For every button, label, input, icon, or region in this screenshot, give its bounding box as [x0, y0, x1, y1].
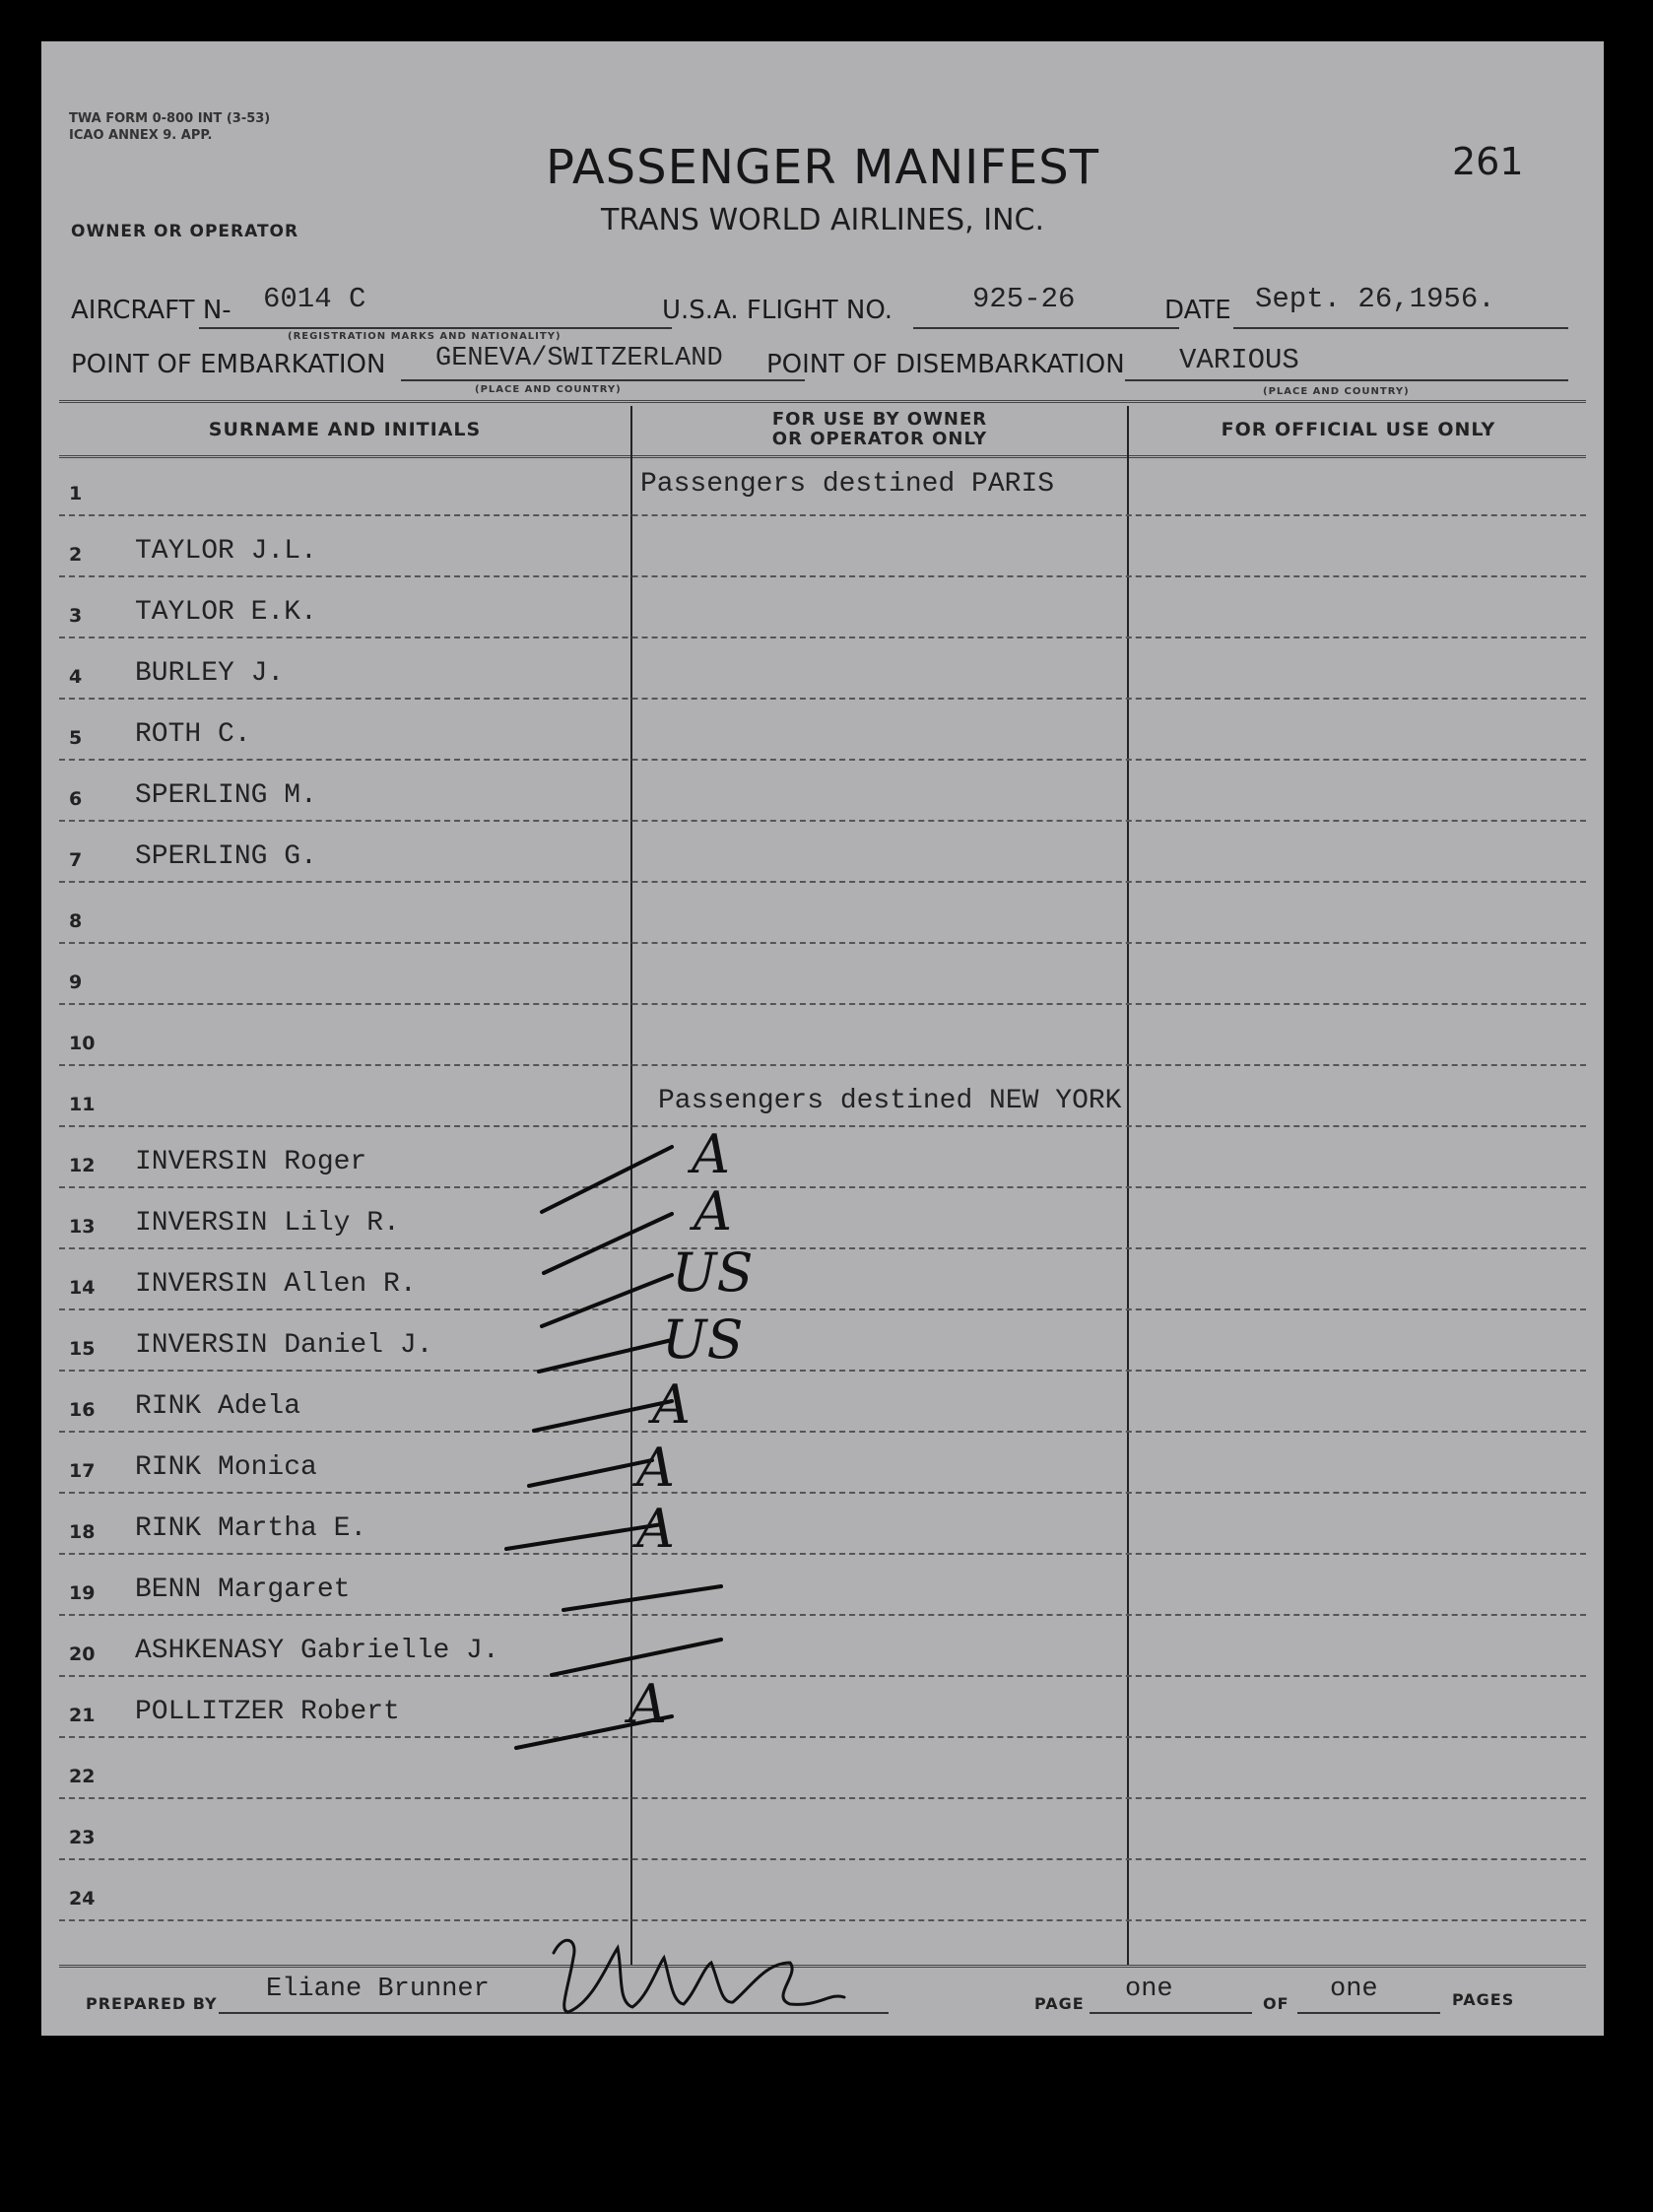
table-row	[41, 1677, 1604, 1738]
passenger-name: POLLITZER Robert	[135, 1697, 400, 1727]
table-row	[41, 1555, 1604, 1616]
passenger-name: INVERSIN Lily R.	[135, 1208, 400, 1239]
passenger-name: SPERLING G.	[135, 841, 317, 872]
new-york-group-note: Passengers destined NEW YORK	[658, 1086, 1122, 1116]
table-row	[41, 1494, 1604, 1555]
row-number: 10	[69, 1033, 96, 1054]
form-number	[69, 110, 270, 144]
row-number: 20	[69, 1643, 96, 1665]
owner-label: OWNER OR OPERATOR	[71, 222, 299, 241]
column-header-owner-line2: OR OPERATOR ONLY	[771, 429, 988, 449]
page-underline	[1090, 2012, 1252, 2014]
flight-label: U.S.A. FLIGHT NO.	[662, 296, 893, 325]
prepared-by-label: PREPARED BY	[86, 1994, 218, 2013]
mark-row-17: A	[636, 1437, 675, 1499]
table-row	[41, 1372, 1604, 1433]
signature-stroke	[554, 1940, 844, 2012]
row-number: 12	[69, 1155, 96, 1176]
embarkation-underline	[401, 379, 805, 381]
row-number: 1	[69, 483, 83, 504]
passenger-name: ROTH C.	[135, 719, 251, 750]
flight-underline	[913, 327, 1179, 329]
embarkation-value: GENEVA/SWITZERLAND	[435, 344, 723, 373]
mark-row-14: US	[672, 1241, 754, 1304]
aircraft-note: (REGISTRATION MARKS AND NATIONALITY)	[288, 331, 562, 342]
row-number: 23	[69, 1827, 96, 1848]
table-row	[41, 1616, 1604, 1677]
pages-label: PAGES	[1452, 1990, 1515, 2009]
table-top-rule	[59, 400, 1586, 403]
row-number: 24	[69, 1888, 96, 1910]
passenger-name: ASHKENASY Gabrielle J.	[135, 1636, 499, 1666]
passenger-name: TAYLOR J.L.	[135, 536, 317, 567]
paris-group-note: Passengers destined PARIS	[640, 469, 1055, 500]
prepared-by-underline	[219, 2012, 889, 2014]
table-row	[41, 1127, 1604, 1188]
column-header-owner	[632, 410, 1127, 449]
of-label: OF	[1263, 1994, 1289, 2013]
passenger-name: RINK Adela	[135, 1391, 301, 1422]
row-number: 14	[69, 1277, 96, 1299]
table-row	[41, 1433, 1604, 1494]
row-number: 5	[69, 727, 83, 749]
of-underline	[1297, 2012, 1440, 2014]
embarkation-note: (PLACE AND COUNTRY)	[475, 384, 622, 395]
page-label: PAGE	[1034, 1994, 1085, 2013]
table-row	[41, 1310, 1604, 1372]
table-row	[41, 516, 1604, 577]
table-row	[41, 761, 1604, 822]
disembarkation-value: VARIOUS	[1179, 344, 1299, 376]
row-number: 4	[69, 666, 83, 688]
table-row	[41, 577, 1604, 638]
table-row	[41, 638, 1604, 700]
row-number: 17	[69, 1460, 96, 1482]
table-row	[41, 1249, 1604, 1310]
form-number-line1: TWA FORM 0-800 INT (3-53)	[69, 111, 271, 126]
page-value: one	[1125, 1975, 1173, 2004]
table-row	[41, 1860, 1604, 1921]
mark-row-15: US	[662, 1308, 744, 1371]
row-number: 11	[69, 1094, 96, 1115]
sheet-number: 261	[1452, 140, 1524, 183]
of-value: one	[1330, 1975, 1378, 2004]
airline-name: TRANS WORLD AIRLINES, INC.	[600, 203, 1045, 237]
row-number: 13	[69, 1216, 96, 1238]
date-underline	[1233, 327, 1568, 329]
page-title: PASSENGER MANIFEST	[545, 140, 1100, 195]
mark-row-12: A	[692, 1123, 730, 1185]
date-value: Sept. 26,1956.	[1255, 283, 1495, 315]
mark-row-13: A	[694, 1180, 732, 1242]
table-row	[41, 1188, 1604, 1249]
mark-row-16: A	[652, 1374, 691, 1436]
row-number: 19	[69, 1582, 96, 1604]
column-header-owner-line1: FOR USE BY OWNER	[771, 409, 988, 430]
row-number: 9	[69, 972, 83, 993]
disembarkation-label: POINT OF DISEMBARKATION	[766, 350, 1125, 379]
table-row	[41, 883, 1604, 944]
row-number: 22	[69, 1766, 96, 1787]
row-number: 18	[69, 1521, 96, 1543]
table-row	[41, 1005, 1604, 1066]
row-number: 7	[69, 849, 83, 871]
table-bottom-rule	[59, 1965, 1586, 1968]
row-number: 15	[69, 1338, 96, 1360]
passenger-name: INVERSIN Daniel J.	[135, 1330, 433, 1361]
embarkation-label: POINT OF EMBARKATION	[71, 350, 386, 379]
row-number: 6	[69, 788, 83, 810]
row-rule	[59, 1919, 1586, 1921]
manifest-sheet	[41, 41, 1604, 2036]
passenger-name: RINK Monica	[135, 1452, 317, 1483]
passenger-name: SPERLING M.	[135, 780, 317, 811]
flight-value: 925-26	[972, 283, 1076, 315]
column-header-official: FOR OFFICIAL USE ONLY	[1221, 419, 1496, 440]
aircraft-underline	[199, 327, 672, 329]
passenger-name: RINK Martha E.	[135, 1513, 367, 1544]
date-label: DATE	[1164, 296, 1231, 325]
row-number: 8	[69, 910, 83, 932]
table-row	[41, 1799, 1604, 1860]
table-row	[41, 944, 1604, 1005]
aircraft-value: 6014 C	[263, 283, 366, 315]
disembarkation-underline	[1125, 379, 1568, 381]
row-number: 16	[69, 1399, 96, 1421]
prepared-by-value: Eliane Brunner	[266, 1975, 490, 2004]
form-number-line2: ICAO ANNEX 9. APP.	[69, 128, 213, 143]
passenger-name: INVERSIN Roger	[135, 1147, 367, 1177]
table-row	[41, 700, 1604, 761]
passenger-name: INVERSIN Allen R.	[135, 1269, 417, 1300]
row-number: 21	[69, 1705, 96, 1726]
table-row	[41, 1738, 1604, 1799]
aircraft-label: AIRCRAFT N-	[71, 296, 231, 325]
passenger-name: TAYLOR E.K.	[135, 597, 317, 628]
column-header-name: SURNAME AND INITIALS	[208, 419, 482, 440]
disembarkation-note: (PLACE AND COUNTRY)	[1263, 386, 1410, 397]
row-number: 3	[69, 605, 83, 627]
mark-row-18: A	[636, 1498, 675, 1560]
table-row	[41, 822, 1604, 883]
passenger-name: BENN Margaret	[135, 1575, 351, 1605]
passenger-name: BURLEY J.	[135, 658, 285, 689]
mark-row-21: A	[628, 1673, 667, 1735]
row-number: 2	[69, 544, 83, 566]
